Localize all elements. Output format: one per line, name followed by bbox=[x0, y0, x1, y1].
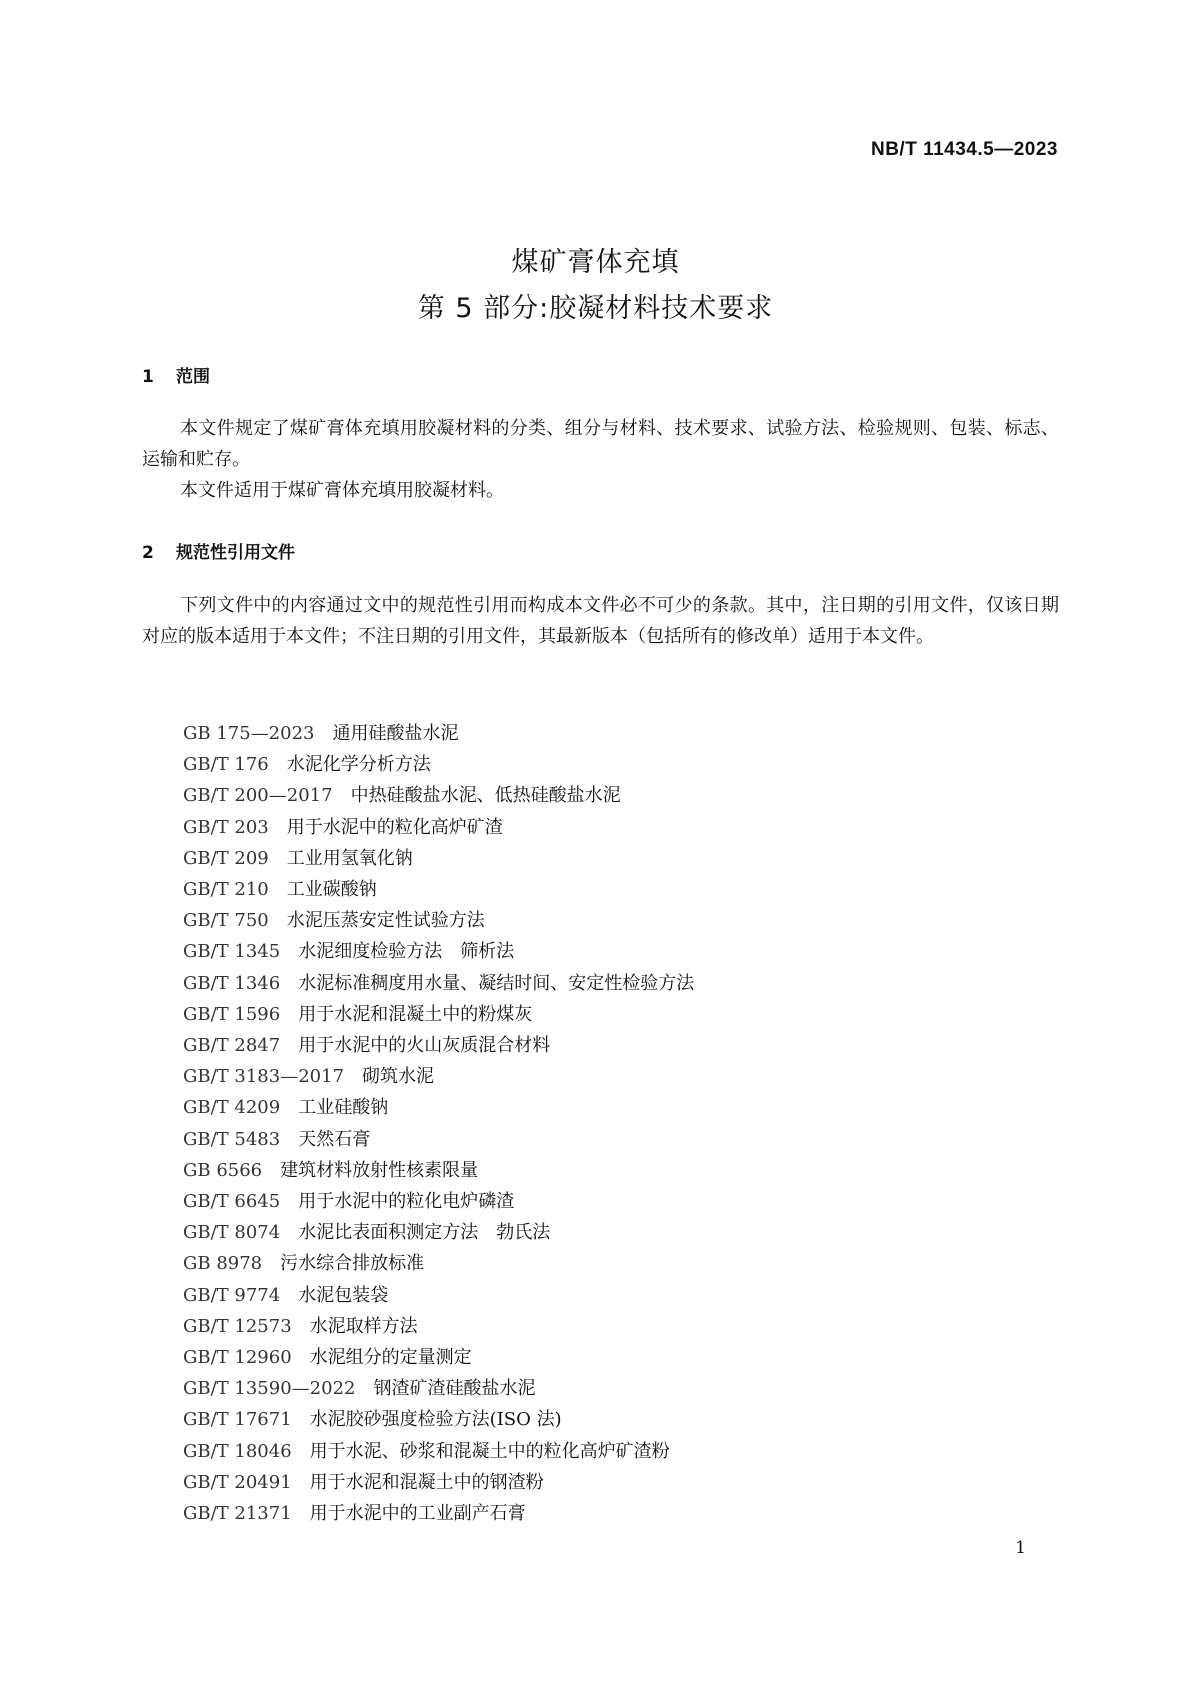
reference-item bbox=[183, 843, 694, 874]
title-line-1: 煤矿膏体充填 bbox=[511, 247, 680, 278]
document-title bbox=[0, 240, 1191, 332]
reference-code: GB/T 9774 bbox=[183, 1284, 281, 1306]
reference-title: 用于水泥和混凝土中的粉煤灰 bbox=[298, 1003, 533, 1025]
reference-title: 钢渣矿渣硅酸盐水泥 bbox=[373, 1378, 536, 1400]
reference-item bbox=[183, 749, 694, 780]
reference-item bbox=[183, 812, 694, 843]
reference-code: GB/T 3183—2017 bbox=[183, 1066, 345, 1088]
reference-code: GB/T 20491 bbox=[183, 1471, 292, 1493]
reference-title: 天然石膏 bbox=[298, 1128, 371, 1150]
reference-item bbox=[183, 1311, 694, 1342]
reference-item bbox=[183, 1373, 694, 1404]
reference-code: GB/T 750 bbox=[183, 910, 269, 932]
title-line-2: 第 5 部分:胶凝材料技术要求 bbox=[417, 293, 774, 324]
reference-title: 水泥包装袋 bbox=[298, 1284, 389, 1306]
reference-title: 用于水泥、砂浆和混凝土中的粒化高炉矿渣粉 bbox=[309, 1440, 670, 1462]
reference-item bbox=[183, 1217, 694, 1248]
reference-title: 建筑材料放射性核素限量 bbox=[280, 1159, 479, 1181]
reference-code: GB/T 200—2017 bbox=[183, 785, 333, 807]
section-number: 2 bbox=[142, 543, 154, 563]
reference-item bbox=[183, 1498, 694, 1529]
reference-item bbox=[183, 1186, 694, 1217]
reference-item bbox=[183, 1404, 694, 1435]
scope-paragraph-1: 本文件规定了煤矿膏体充填用胶凝材料的分类、组分与材料、技术要求、试验方法、检验规则、包装、标志、运输和贮存。 bbox=[142, 418, 1059, 470]
reference-item bbox=[183, 874, 694, 905]
reference-item bbox=[183, 1124, 694, 1155]
reference-item bbox=[183, 1248, 694, 1279]
reference-title: 工业用氢氧化钠 bbox=[286, 847, 413, 869]
reference-item bbox=[183, 905, 694, 936]
reference-code: GB 6566 bbox=[183, 1159, 263, 1181]
section-title: 规范性引用文件 bbox=[176, 543, 295, 563]
reference-title: 用于水泥中的火山灰质混合材料 bbox=[298, 1035, 551, 1057]
section-2-heading bbox=[142, 538, 295, 563]
reference-title: 水泥胶砂强度检验方法(ISO 法) bbox=[309, 1409, 562, 1431]
normative-intro bbox=[142, 590, 1059, 652]
reference-code: GB/T 17671 bbox=[183, 1409, 292, 1431]
reference-item bbox=[183, 1155, 694, 1186]
scope-body bbox=[142, 413, 1059, 506]
reference-code: GB/T 4209 bbox=[183, 1097, 281, 1119]
reference-item bbox=[183, 999, 694, 1030]
reference-code: GB/T 2847 bbox=[183, 1035, 281, 1057]
reference-code: GB/T 1346 bbox=[183, 972, 281, 994]
reference-title: 用于水泥中的粒化高炉矿渣 bbox=[286, 816, 503, 838]
reference-code: GB/T 6645 bbox=[183, 1191, 281, 1213]
reference-item bbox=[183, 1092, 694, 1123]
reference-title: 水泥化学分析方法 bbox=[286, 754, 431, 776]
section-title: 范围 bbox=[176, 367, 210, 387]
reference-title: 中热硅酸盐水泥、低热硅酸盐水泥 bbox=[350, 785, 621, 807]
reference-code: GB/T 210 bbox=[183, 879, 269, 901]
reference-code: GB 175—2023 bbox=[183, 723, 315, 744]
reference-title: 用于水泥和混凝土中的钢渣粉 bbox=[309, 1471, 544, 1493]
reference-title: 工业碳酸钠 bbox=[286, 879, 377, 901]
reference-title: 水泥细度检验方法 筛析法 bbox=[298, 941, 515, 963]
reference-code: GB 8978 bbox=[183, 1253, 263, 1275]
reference-code: GB/T 18046 bbox=[183, 1440, 292, 1462]
reference-item bbox=[183, 1280, 694, 1311]
reference-code: GB/T 209 bbox=[183, 847, 269, 869]
reference-title: 水泥标准稠度用水量、凝结时间、安定性检验方法 bbox=[298, 972, 695, 994]
reference-title: 用于水泥中的粒化电炉磷渣 bbox=[298, 1191, 515, 1213]
reference-code: GB/T 13590—2022 bbox=[183, 1378, 356, 1400]
section-number: 1 bbox=[142, 367, 154, 387]
reference-title: 用于水泥中的工业副产石膏 bbox=[309, 1503, 526, 1525]
reference-code: GB/T 1345 bbox=[183, 941, 281, 963]
reference-title: 水泥压蒸安定性试验方法 bbox=[286, 910, 485, 932]
reference-item bbox=[183, 936, 694, 967]
reference-code: GB/T 21371 bbox=[183, 1503, 292, 1525]
reference-title: 污水综合排放标准 bbox=[280, 1253, 425, 1275]
reference-item bbox=[183, 718, 694, 749]
reference-item bbox=[183, 1030, 694, 1061]
reference-code: GB/T 8074 bbox=[183, 1222, 281, 1244]
scope-paragraph-2: 本文件适用于煤矿膏体充填用胶凝材料。 bbox=[180, 480, 504, 501]
reference-title: 通用硅酸盐水泥 bbox=[332, 723, 459, 744]
reference-item bbox=[183, 968, 694, 999]
reference-code: GB/T 12573 bbox=[183, 1315, 292, 1337]
reference-list bbox=[183, 718, 694, 1529]
reference-item bbox=[183, 1342, 694, 1373]
normative-intro-paragraph: 下列文件中的内容通过文中的规范性引用而构成本文件必不可少的条款。其中，注日期的引用文件，仅该日期对应的版本适用于本文件；不注日期的引用文件，其最新版本（包括所有的修改单）适用于本文件。 bbox=[142, 595, 1059, 647]
reference-code: GB/T 176 bbox=[183, 754, 269, 776]
section-1-heading bbox=[142, 362, 210, 387]
reference-item bbox=[183, 780, 694, 811]
reference-item bbox=[183, 1467, 694, 1498]
reference-title: 水泥比表面积测定方法 勃氏法 bbox=[298, 1222, 551, 1244]
document-code: NB/T 11434.5—2023 bbox=[870, 139, 1058, 160]
reference-code: GB/T 12960 bbox=[183, 1347, 292, 1369]
reference-code: GB/T 5483 bbox=[183, 1128, 281, 1150]
reference-title: 砌筑水泥 bbox=[362, 1066, 435, 1088]
reference-title: 水泥取样方法 bbox=[309, 1315, 418, 1337]
page-number: 1 bbox=[1015, 1538, 1026, 1558]
reference-item bbox=[183, 1061, 694, 1092]
reference-code: GB/T 1596 bbox=[183, 1003, 281, 1025]
reference-code: GB/T 203 bbox=[183, 816, 269, 838]
reference-title: 工业硅酸钠 bbox=[298, 1097, 389, 1119]
reference-title: 水泥组分的定量测定 bbox=[309, 1347, 472, 1369]
reference-item bbox=[183, 1436, 694, 1467]
